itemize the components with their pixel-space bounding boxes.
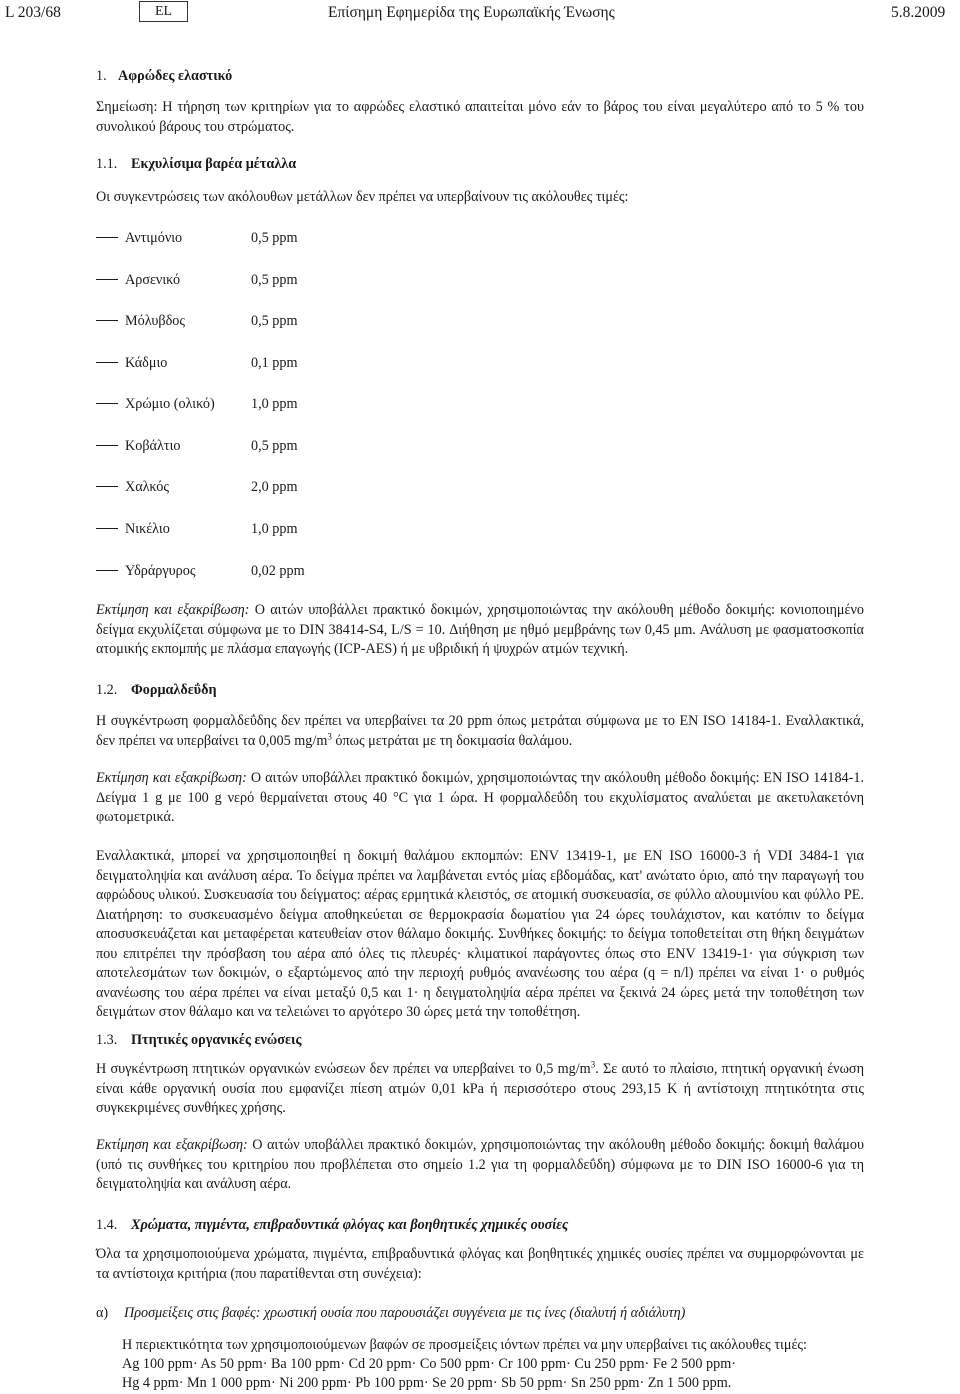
assessment-text: Ο αιτών υποβάλλει πρακτικό δοκιμών, χρησιμοποιώντας την ακόλουθη μέθοδο δοκιμής: δοκιμή θαλάμου (υπό τις συνθήκες του κριτηρίου που προβλέπεται στο σημείο 1.2 για τη φορμαλδεΰδη) σύμφωνα με το DIN ISO 16000-6 για τη δειγματοληψία και ανάλυση αέρα.	[96, 1137, 864, 1192]
dash-mark	[96, 237, 118, 238]
section-1-3-heading	[96, 1030, 301, 1050]
journal-title: Επίσημη Εφημερίδα της Ευρωπαϊκής Ένωσης	[328, 4, 615, 21]
metal-row	[96, 228, 298, 248]
section-1-4-heading	[96, 1215, 568, 1235]
item-title: Προσμείξεις στις βαφές: χρωστική ουσία που παρουσιάζει συγγένεια με τις ίνες (διαλυτή ή αδιάλυτη)	[124, 1305, 686, 1321]
assessment-label: Εκτίμηση και εξακρίβωση:	[96, 602, 250, 618]
chamber-test-paragraph: Εναλλακτικά, μπορεί να χρησιμοποιηθεί η δοκιμή θαλάμου εκπομπών: ENV 13419-1, με EN ISO 16000-3 ή VDI 3484-1 για δειγματοληψία και ανάλυση αέρα. Το δείγμα πρέπει να λαμβάνεται εντός μίας εβδομάδας, κατ' ανώτατο όριο, από την παραγωγή του αφρώδους υλικού. Συσκευασία του δείγματος: αέρας ερμητικά κλειστός, σε ατομική συσκευασία, σε φύλλο αλουμινίου και φύλλο PE. Διατήρηση: το συσκευασμένο δείγμα αποθηκεύεται σε θερμοκρασία δωματίου για 24 ώρες τουλάχιστον, και κατόπιν το δείγμα αποσυσκευάζεται και μεταφέρεται κατευθείαν στον θάλαμο δοκιμής. Συνθήκες δοκιμής: το δείγμα τοποθετείται στη θήκη δειγμάτων που επιτρέπει την πρόσβαση του αέρα από όλες τις πλευρές· κλιματικοί παράγοντες όπως στο ENV 13419-1· για σύγκριση των αποτελεσμάτων των δοκιμών, ο εξαρτώμενος από την περιοχή ρυθμός ανανέωσης του αέρα (q = n/l) πρέπει να είναι 1· ο ρυθμός ανανέωσης του αέρα πρέπει να είναι μεταξύ 0,5 και 1· η δειγματοληψία αέρα πρέπει να ξεκινά 24 ώρες μετά την τοποθέτηση των δειγμάτων στον θάλαμο και να τελειώνει το αργότερο 30 ώρες μετά την τοποθέτηση.	[96, 848, 864, 1020]
section-title: Φορμαλδεΰδη	[131, 682, 217, 698]
formaldehyde-limit	[96, 712, 864, 751]
formaldehyde-limit-text-end: όπως μετράται με τη δοκιμασία θαλάμου.	[331, 732, 573, 749]
metal-row	[96, 477, 298, 497]
metal-row	[96, 561, 305, 581]
section-title: Αφρώδες ελαστικό	[118, 68, 233, 84]
voc-assessment	[96, 1136, 864, 1195]
metal-row	[96, 270, 298, 290]
metal-limit: 1,0 ppm	[251, 396, 298, 412]
metal-limit: 2,0 ppm	[251, 479, 298, 495]
section-title: Χρώματα, πιγμέντα, επιβραδυντικά φλόγας και βοηθητικές χημικές ουσίες	[131, 1217, 569, 1233]
metal-limit: 0,5 ppm	[251, 438, 298, 454]
superscript: 3	[327, 730, 332, 741]
metal-limit: 0,5 ppm	[251, 272, 298, 288]
impurity-limits-text: Η περιεκτικότητα των χρησιμοποιούμενων βαφών σε προσμείξεις ιόντων πρέπει να μην υπερβαίνει τις ακόλουθες τιμές:	[122, 1337, 807, 1353]
impurity-limits-line-2: Hg 4 ppm· Mn 1 000 ppm· Ni 200 ppm· Pb 100 ppm· Se 20 ppm· Sb 50 ppm· Sn 250 ppm· Zn 1 500 ppm.	[122, 1375, 732, 1391]
section-1-1-heading	[96, 154, 296, 174]
metal-row	[96, 519, 298, 539]
section-number: 1.2.	[96, 682, 118, 698]
voc-limit-text: Η συγκέντρωση πτητικών οργανικών ενώσεων δεν πρέπει να υπερβαίνει το 0,5 mg/m	[96, 1061, 591, 1077]
dash-mark	[96, 486, 118, 487]
dash-mark	[96, 528, 118, 529]
page-reference: L 203/68	[5, 4, 61, 21]
metal-limit: 0,5 ppm	[251, 230, 298, 246]
section-title: Εκχυλίσιμα βαρέα μέταλλα	[131, 156, 297, 172]
dash-mark	[96, 445, 118, 446]
metal-row	[96, 436, 298, 456]
section-1-heading	[96, 66, 232, 86]
superscript: 3	[590, 1059, 596, 1070]
dash-mark	[96, 403, 118, 404]
metals-assessment	[96, 601, 864, 660]
dyes-intro: Όλα τα χρησιμοποιούμενα χρώματα, πιγμέντα, επιβραδυντικά φλόγας και βοηθητικές χημικές ουσίες πρέπει να συμμορφώνονται με τα αντίστοιχα κριτήρια (που παρατίθενται στη συνέχεια):	[96, 1246, 864, 1282]
metal-name: Κοβάλτιο	[125, 438, 181, 454]
list-item-a	[96, 1303, 685, 1323]
metal-name: Χρώμιο (ολικό)	[125, 396, 215, 412]
metal-limit: 0,5 ppm	[251, 313, 298, 329]
assessment-text: Ο αιτών υποβάλλει πρακτικό δοκιμών, χρησιμοποιώντας την ακόλουθη μέθοδο δοκιμής: EN ISO 14184-1. Δείγμα 1 g με 100 g νερό θερμαίνεται στους 40 °C για 1 ώρα. Η φορμαλδεΰδη του εκχυλίσματος αναλύεται με ακετυλακετόνη φωτομετρικά.	[96, 770, 865, 825]
assessment-text: Ο αιτών υποβάλλει πρακτικό δοκιμών, χρησιμοποιώντας την ακόλουθη μέθοδο δοκιμής: κονιοποιημένο δείγμα εκχυλίζεται σύμφωνα με το DIN 38414-S4, L/S = 10. Διήθηση με ηθμό μεμβράνης των 0,45 μm. Ανάλυση με φασματοσκοπία ατομικής εκπομπής με πλάσμα επαγωγής (ICP-AES) ή με υβριδική ή ψυχρών ατμών τεχνική.	[96, 602, 865, 657]
section-number: 1.	[96, 68, 107, 84]
metal-name: Υδράργυρος	[125, 563, 196, 579]
formaldehyde-limit-text: Η συγκέντρωση φορμαλδεΰδης δεν πρέπει να υπερβαίνει τα 20 ppm όπως μετράται σύμφωνα με το EN ISO 14184-1. Εναλλακτικά, δεν πρέπει να υπερβαίνει τα 0,005 mg/m	[96, 713, 864, 749]
assessment-label: Εκτίμηση και εξακρίβωση:	[96, 1137, 248, 1153]
metal-name: Αρσενικό	[125, 272, 181, 288]
note-paragraph: Σημείωση: Η τήρηση των κριτηρίων για το αφρώδες ελαστικό απαιτείται μόνο εάν το βάρος του είναι μεγαλύτερο από το 5 % του συνολικού βάρους του στρώματος.	[96, 99, 864, 135]
language-badge: EL	[139, 1, 188, 22]
section-number: 1.1.	[96, 156, 118, 172]
metal-name: Κάδμιο	[125, 355, 168, 371]
metal-row	[96, 394, 298, 414]
voc-limit-text-end: . Σε αυτό το πλαίσιο, πτητική οργανική ένωση είναι κάθε οργανική ουσία που εμφανίζει πίεση ατμών 0,01 kPa ή περισσότερο στους 293,15 K ή αντίστοιχη πτητικότητα στις συγκεκριμένες συνθήκες χρήσης.	[96, 1061, 864, 1116]
metal-name: Αντιμόνιο	[125, 230, 183, 246]
metal-limit: 0,1 ppm	[251, 355, 298, 371]
dash-mark	[96, 570, 118, 571]
section-1-2-heading	[96, 680, 217, 700]
assessment-label: Εκτίμηση και εξακρίβωση:	[96, 770, 247, 786]
section-title: Πτητικές οργανικές ενώσεις	[131, 1032, 302, 1048]
publication-date: 5.8.2009	[891, 4, 946, 21]
item-label: α)	[96, 1305, 109, 1321]
voc-limit	[96, 1060, 864, 1119]
dash-mark	[96, 279, 118, 280]
formaldehyde-assessment	[96, 769, 864, 828]
metal-limit: 0,02 ppm	[251, 563, 305, 579]
dash-mark	[96, 362, 118, 363]
section-number: 1.3.	[96, 1032, 118, 1048]
metal-name: Μόλυβδος	[125, 313, 185, 329]
section-number: 1.4.	[96, 1217, 118, 1233]
metal-row	[96, 311, 298, 331]
dash-mark	[96, 320, 118, 321]
metal-row	[96, 353, 298, 373]
metal-name: Χαλκός	[125, 479, 169, 495]
impurity-limits-line-1: Ag 100 ppm· As 50 ppm· Ba 100 ppm· Cd 20 ppm· Co 500 ppm· Cr 100 ppm· Cu 250 ppm· Fe 2 500 ppm·	[122, 1356, 736, 1372]
metal-limit: 1,0 ppm	[251, 521, 298, 537]
metal-name: Νικέλιο	[125, 521, 170, 537]
metals-intro: Οι συγκεντρώσεις των ακόλουθων μετάλλων δεν πρέπει να υπερβαίνουν τις ακόλουθες τιμές:	[96, 189, 629, 205]
